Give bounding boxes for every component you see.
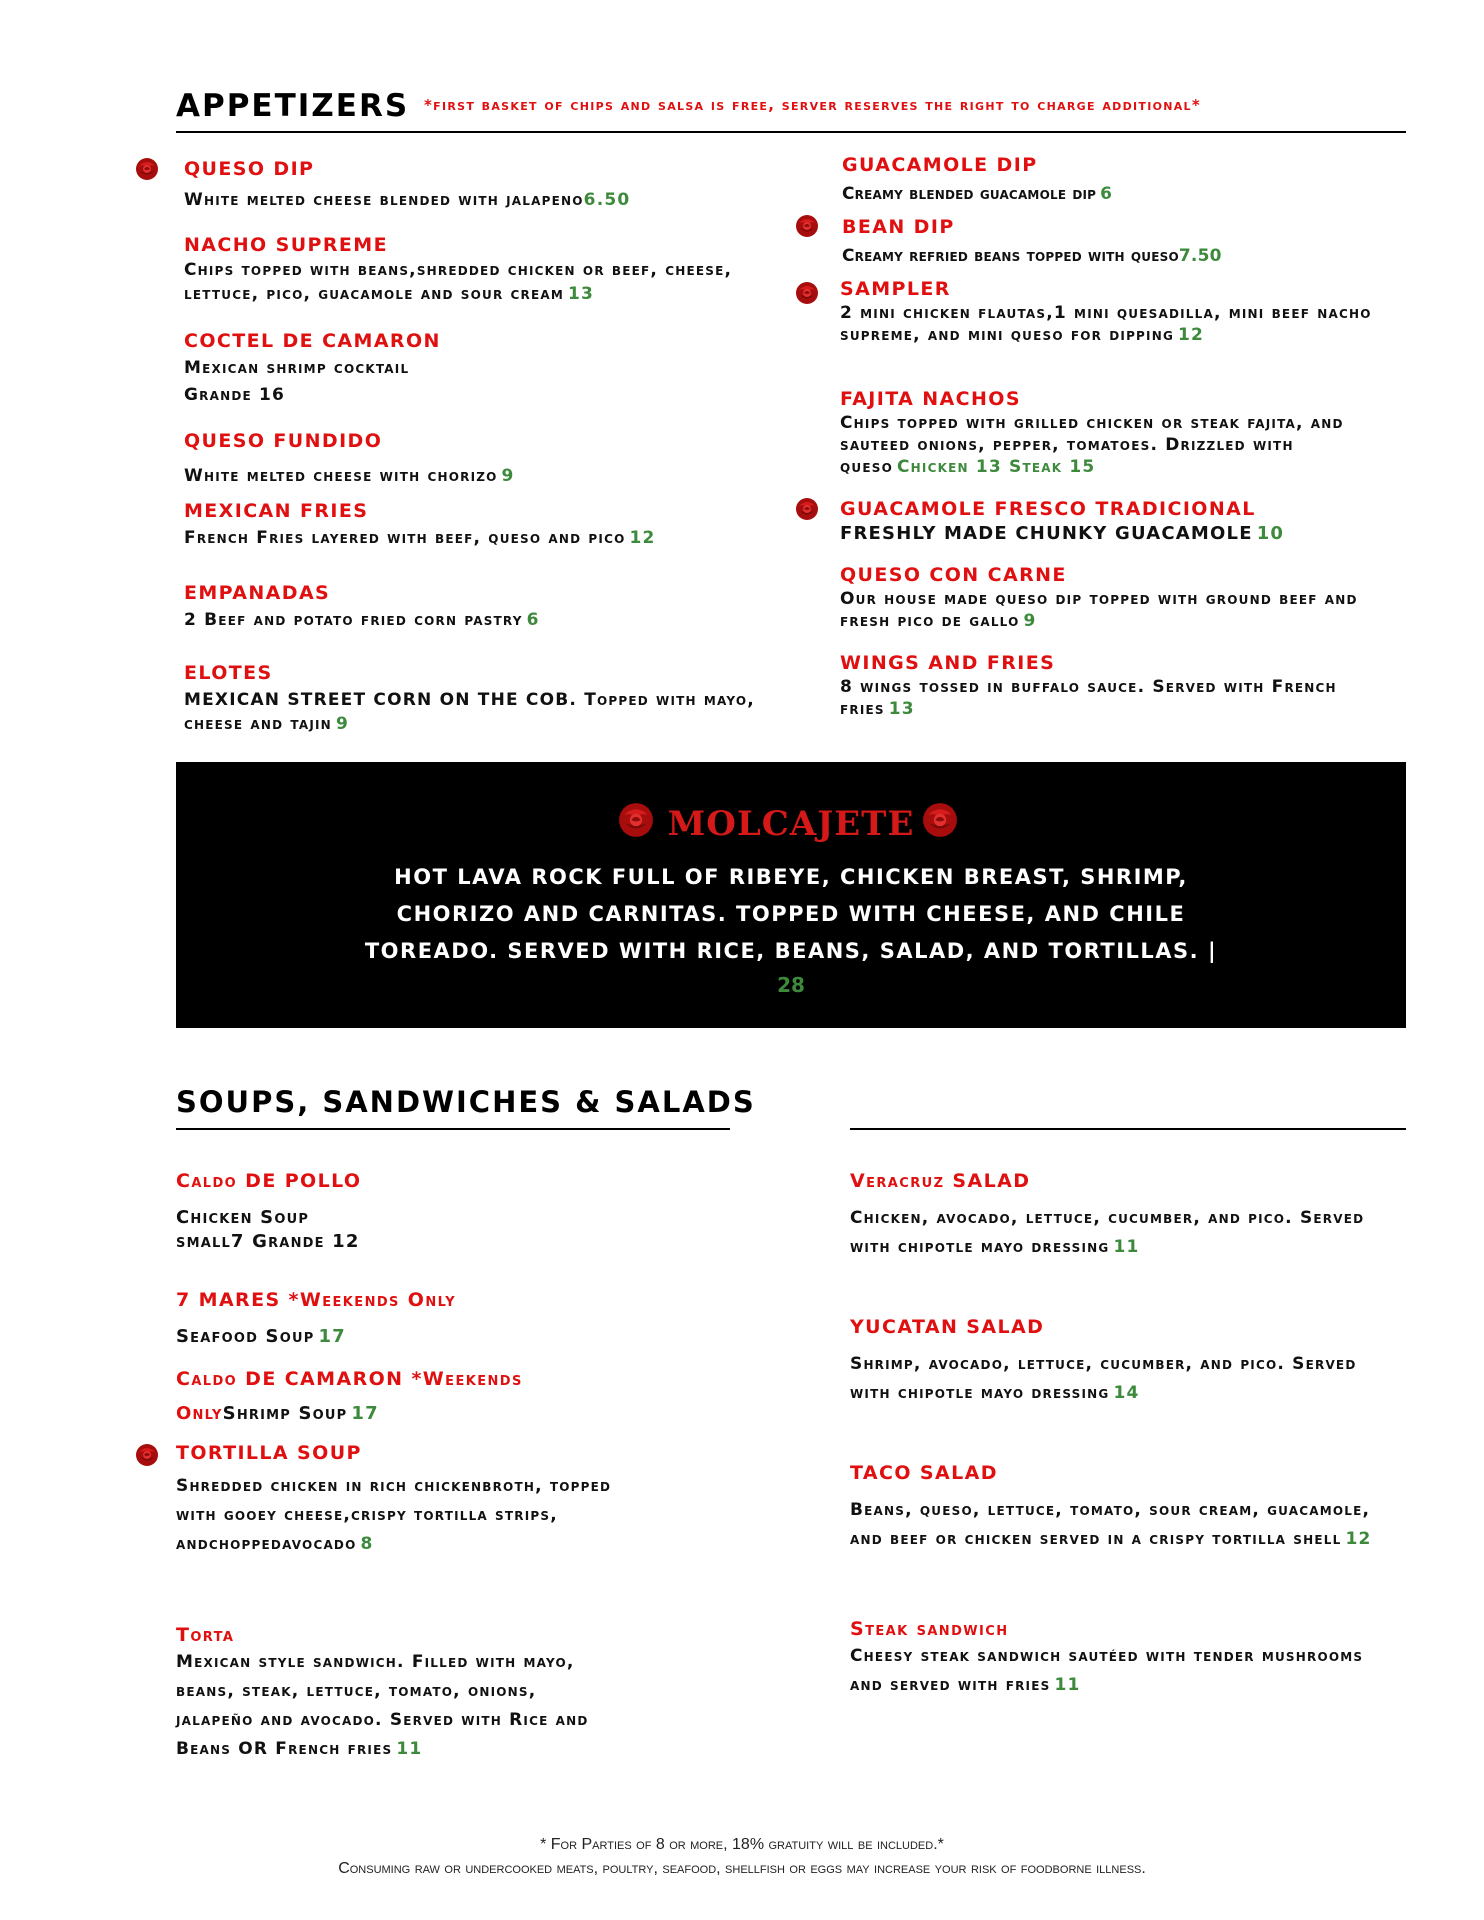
- menu-item-tortilla-soup: [176, 1440, 616, 1559]
- menu-item-guacamole-fresco: [840, 496, 1400, 546]
- item-name: NACHO SUPREME: [184, 234, 388, 256]
- item-price: 11: [1054, 1675, 1081, 1695]
- item-price: 12: [1345, 1529, 1372, 1549]
- menu-item-caldo-de-pollo: [176, 1168, 736, 1254]
- appetizers-divider: [176, 131, 1406, 133]
- item-desc: Creamy refried beans topped with queso: [842, 246, 1179, 266]
- rose-icon: [794, 213, 820, 239]
- rose-icon: [134, 156, 160, 182]
- item-price: 6.50: [583, 190, 631, 210]
- item-name: Caldo DE CAMARON *Weekends: [176, 1368, 523, 1390]
- item-price: 9: [501, 466, 515, 486]
- item-price: 13: [568, 284, 595, 304]
- item-desc: Chips topped with grilled chicken or steak fajita, and sauteed onions, pepper, tomatoes. Drizzled with queso: [840, 413, 1344, 477]
- item-name: MEXICAN FRIES: [184, 500, 369, 522]
- item-desc: Seafood Soup: [176, 1326, 315, 1347]
- item-name-tail: Only: [176, 1403, 223, 1424]
- item-name: EMPANADAS: [184, 582, 331, 604]
- item-desc: Chicken, avocado, lettuce, cucumber, and pico. Served with chipotle mayo dressing: [850, 1208, 1365, 1257]
- item-name: TORTILLA SOUP: [176, 1442, 362, 1464]
- item-name: COCTEL DE CAMARON: [184, 330, 441, 352]
- item-price: 17: [318, 1326, 346, 1347]
- item-name: FAJITA NACHOS: [840, 388, 1021, 410]
- item-desc: Chips topped with beans,shredded chicken or beef, cheese, lettuce, pico, guacamole and sour cream: [184, 260, 733, 304]
- item-desc: Creamy blended guacamole dip: [842, 184, 1097, 204]
- item-name: Caldo DE POLLO: [176, 1170, 362, 1192]
- menu-item-elotes: [184, 660, 764, 736]
- item-price: 9: [335, 714, 349, 734]
- item-desc: White melted cheese with chorizo: [184, 466, 498, 486]
- item-name: GUACAMOLE FRESCO TRADICIONAL: [840, 498, 1256, 520]
- item-price: 10: [1256, 523, 1285, 544]
- item-desc: Shrimp Soup: [222, 1403, 348, 1424]
- appetizers-title: APPETIZERS: [176, 88, 410, 124]
- item-desc: 2 mini chicken flautas,1 mini quesadilla, mini beef nacho supreme, and mini queso for dipping: [840, 303, 1372, 345]
- item-name: QUESO DIP: [184, 158, 315, 180]
- menu-item-bean-dip: [842, 214, 1402, 268]
- item-desc: Cheesy steak sandwich sautéed with tender mushrooms and served with fries: [850, 1646, 1364, 1695]
- rose-icon: [794, 280, 820, 306]
- item-price: Grande 16: [184, 385, 286, 405]
- footer-health-warning: Consuming raw or undercooked meats, poultry, seafood, shellfish or eggs may increase your risk of foodborne illness.: [338, 1860, 1146, 1877]
- item-name: Veracruz SALAD: [850, 1170, 1031, 1192]
- item-price: 12: [629, 528, 656, 548]
- item-price: Chicken 13 Steak 15: [897, 457, 1096, 477]
- menu-item-torta: [176, 1622, 616, 1764]
- soups-divider-right: [850, 1128, 1406, 1130]
- menu-item-guacamole-dip: [842, 152, 1402, 206]
- item-desc: French Fries layered with beef, queso and pico: [184, 528, 626, 548]
- molcajete-banner: [176, 762, 1406, 1028]
- menu-item-veracruz-salad: [850, 1168, 1390, 1262]
- item-name: SAMPLER: [840, 278, 951, 300]
- molcajete-title: MOLCAJETE: [667, 804, 915, 844]
- menu-item-coctel-de-camaron: [184, 328, 764, 407]
- menu-item-queso-con-carne: [840, 562, 1400, 632]
- molcajete-price: 28: [777, 973, 805, 997]
- menu-item-taco-salad: [850, 1460, 1390, 1554]
- soups-divider-left: [176, 1128, 730, 1130]
- item-name: Steak sandwich: [850, 1618, 1009, 1640]
- item-name: QUESO CON CARNE: [840, 564, 1067, 586]
- item-price: 12: [1178, 325, 1205, 345]
- item-price: 11: [1113, 1237, 1140, 1257]
- item-desc: Mexican style sandwich. Filled with mayo, beans, steak, lettuce, tomato, onions, jalapeño and avocado. Served with Rice and Beans OR French fries: [176, 1652, 589, 1759]
- item-desc: Chicken Soup: [176, 1207, 310, 1228]
- footer-gratuity-note: * For Parties of 8 or more, 18% gratuity will be included.*: [540, 1836, 944, 1853]
- item-name: TACO SALAD: [850, 1462, 998, 1484]
- menu-item-mexican-fries: [184, 498, 764, 550]
- item-name: GUACAMOLE DIP: [842, 154, 1038, 176]
- item-price: 7.50: [1178, 246, 1222, 266]
- item-name: WINGS AND FRIES: [840, 652, 1056, 674]
- menu-item-yucatan-salad: [850, 1314, 1390, 1408]
- menu-item-sampler: [840, 276, 1380, 346]
- item-name: 7 MARES *Weekends Only: [176, 1289, 457, 1311]
- item-desc: White melted cheese blended with jalapeno: [184, 190, 584, 210]
- appetizers-note: *first basket of chips and salsa is free, server reserves the right to charge additional*: [424, 96, 1202, 114]
- item-name: YUCATAN SALAD: [850, 1316, 1045, 1338]
- item-name: QUESO FUNDIDO: [184, 430, 383, 452]
- menu-item-steak-sandwich: [850, 1616, 1390, 1700]
- item-desc: Shrimp, avocado, lettuce, cucumber, and pico. Served with chipotle mayo dressing: [850, 1354, 1357, 1403]
- item-desc: 8 wings tossed in buffalo sauce. Served with French fries: [840, 677, 1337, 719]
- rose-icon: [134, 1442, 160, 1468]
- item-desc: 2 Beef and potato fried corn pastry: [184, 610, 523, 630]
- item-price: 14: [1113, 1383, 1140, 1403]
- item-price: 6: [526, 610, 540, 630]
- menu-item-wings-and-fries: [840, 650, 1380, 720]
- item-price: 11: [396, 1739, 423, 1759]
- item-name: Torta: [176, 1624, 235, 1646]
- item-desc: MEXICAN STREET CORN ON THE COB. Topped with mayo, cheese and tajin: [184, 690, 755, 734]
- item-desc: Mexican shrimp cocktail: [184, 358, 410, 378]
- item-price: 13: [888, 699, 915, 719]
- item-name: ELOTES: [184, 662, 273, 684]
- item-desc: Shredded chicken in rich chickenbroth, topped with gooey cheese,crispy tortilla strips, andchoppedavocado: [176, 1476, 612, 1554]
- menu-item-queso-fundido: [184, 428, 764, 488]
- menu-item-nacho-supreme: [184, 232, 774, 306]
- menu-item-caldo-de-camaron: [176, 1366, 736, 1426]
- menu-item-fajita-nachos: [840, 386, 1380, 478]
- item-price: 17: [351, 1403, 379, 1424]
- item-desc: FRESHLY MADE CHUNKY GUACAMOLE: [840, 523, 1253, 544]
- item-name: BEAN DIP: [842, 216, 955, 238]
- menu-item-queso-dip: [184, 156, 764, 212]
- rose-icon: [794, 496, 820, 522]
- menu-item-7-mares: [176, 1287, 736, 1349]
- item-price: 8: [360, 1534, 374, 1554]
- item-desc: Our house made queso dip topped with ground beef and fresh pico de gallo: [840, 589, 1358, 631]
- soups-title: SOUPS, SANDWICHES & SALADS: [176, 1085, 756, 1119]
- item-desc: Beans, queso, lettuce, tomato, sour cream, guacamole, and beef or chicken served in a crispy tortilla shell: [850, 1500, 1371, 1549]
- menu-item-empanadas: [184, 580, 764, 632]
- item-price: 6: [1100, 184, 1113, 204]
- molcajete-desc: HOT LAVA ROCK FULL OF RIBEYE, CHICKEN BREAST, SHRIMP, CHORIZO AND CARNITAS. TOPPED WITH CHEESE, AND CHILE TOREADO. SERVED WITH RICE, BEANS, SALAD, AND TORTILLAS. |: [364, 865, 1218, 963]
- item-price: small7 Grande 12: [176, 1231, 360, 1252]
- item-price: 9: [1023, 611, 1037, 631]
